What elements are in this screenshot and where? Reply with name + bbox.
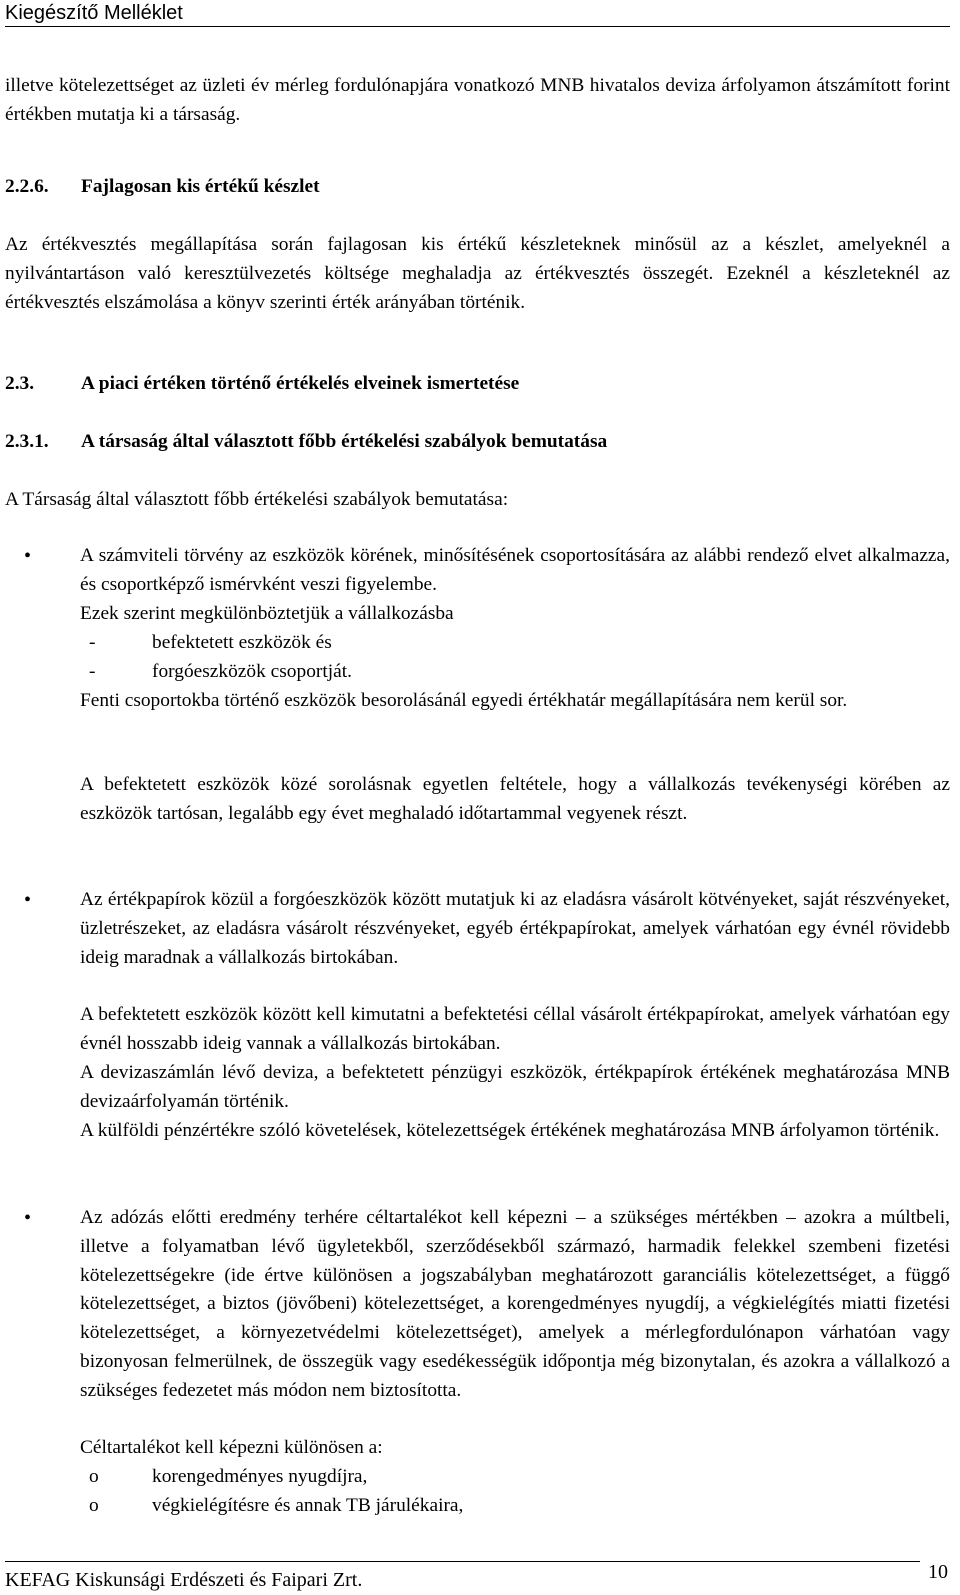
bullet-paragraph: A számviteli törvény az eszközök körének, minősítésének csoportosítására az alábbi rendező elvet alkalmazza, és csoportképző ismérvként veszi figyelembe. — [80, 545, 950, 595]
bullet-paragraph: A külföldi pénzértékre szóló követelések, kötelezettségek értékének meghatározása MNB árfolyamon történik. — [80, 1120, 940, 1141]
bullet-paragraph: A befektetett eszközök között kell kimutatni a befektetési céllal vásárolt értékpapírokat, amelyek várhatóan egy évnél hosszabb ideig vannak a vállalkozás birtokában. — [80, 1004, 950, 1054]
section-title: A társaság által választott főbb értékelési szabályok bemutatása — [81, 431, 608, 452]
intro-paragraph: illetve kötelezettséget az üzleti év mérleg fordulónapjára vonatkozó MNB hivatalos deviza árfolyamon átszámított forint értékben mutatja ki a társaság. — [5, 75, 950, 125]
circle-marker: o — [89, 1466, 99, 1487]
dash-marker: - — [89, 632, 96, 653]
paragraph — [5, 231, 950, 317]
section-number: 2.2.6. — [5, 176, 49, 197]
list-item-text: korengedményes nyugdíjra, — [152, 1466, 368, 1487]
page-header — [5, 0, 950, 27]
bullet-icon: • — [24, 545, 32, 567]
list-item — [89, 1492, 463, 1521]
bullet-paragraph: Az értékpapírok közül a forgóeszközök között mutatjuk ki az eladásra vásárolt kötvényeket, saját részvényeket, üzletrészeket, az eladásra vásárolt részvényeket, egyéb értékpapírokat, amelyek várhatóan egy évnél rövidebb ideig maradnak a vállalkozás birtokában. — [80, 889, 950, 968]
subheading: A Társaság által választott főbb értékelési szabályok bemutatása: — [5, 489, 509, 510]
list-item-text: befektetett eszközök és — [152, 632, 332, 653]
section-heading-2-3 — [5, 370, 950, 399]
paragraph-text: Az értékvesztés megállapítása során fajlagosan kis értékű készleteknek minősül az a készlet, amelyeknél a nyilvántartáson való keresztülvezetés költsége meghaladja az értékvesztés összegét. — [5, 234, 950, 284]
list-item — [89, 1463, 367, 1492]
paragraph-text: Ezeknél a készleteknél az értékvesztés elszámolása a könyv szerinti érték arányában történik. — [5, 262, 950, 313]
bullet-paragraph: Az adózás előtti eredmény terhére céltartalékot kell képezni – a szükséges mértékben – azokra a múltbeli, illetve a folyamatban lévő ügyletekből, szerződésekből származó, harmadik felekkel szembeni fizetési kötelezettségekre (ide értve különösen a jogszabályban meghatározott garanciális kötelezettséget, a függő kötelezettséget, a biztos (jövőbeni) kötelezettséget, a korengedményes nyugdíj, a végkielégítés miatti fizetési kötelezettséget, a környezetvédelmi kötelezettséget), amelyek a mérlegfordulónapon várhatóan vagy bizonyosan felmerülnek, de összegük vagy esedékességük időpontja még bizonytalan, és azokra a vállalkozó a szükséges fedezetet más módon nem biztosította. — [80, 1207, 950, 1401]
list-item-text: forgóeszközök csoportját. — [152, 661, 352, 682]
bullet-paragraph: Ezek szerint megkülönböztetjük a vállalkozásba — [80, 603, 454, 624]
bullet-icon: • — [24, 1207, 32, 1229]
section-title: A piaci értéken történő értékelés elveinek ismertetése — [81, 373, 520, 394]
page-number: 10 — [928, 1561, 948, 1583]
section-title: Fajlagosan kis értékű készlet — [81, 176, 320, 197]
section-number: 2.3. — [5, 373, 35, 394]
bullet-paragraph: Fenti csoportokba történő eszközök besorolásánál egyedi értékhatár megállapítására nem kerül sor. — [80, 690, 848, 711]
footer-company: KEFAG Kiskunsági Erdészeti és Faipari Zrt. — [5, 1569, 363, 1591]
section-heading-2-2-6 — [5, 173, 950, 202]
bullet-paragraph: Céltartalékot kell képezni különösen a: — [80, 1437, 383, 1458]
list-item-text: végkielégítésre és annak TB járulékaira, — [152, 1495, 464, 1516]
dash-marker: - — [89, 661, 96, 682]
list-item — [89, 629, 332, 658]
bullet-paragraph: A befektetett eszközök közé sorolásnak egyetlen feltétele, hogy a vállalkozás tevékenységi körében az eszközök tartósan, legalább egy évet meghaladó időtartammal vegyenek részt. — [80, 774, 950, 824]
list-item — [89, 658, 352, 687]
header-title: Kiegészítő Melléklet — [5, 2, 183, 24]
bullet-paragraph: A devizaszámlán lévő deviza, a befektetett pénzügyi eszközök, értékpapírok értékének meghatározása MNB devizaárfolyamán történik. — [80, 1062, 950, 1112]
circle-marker: o — [89, 1495, 99, 1516]
section-heading-2-3-1 — [5, 428, 950, 457]
footer-divider — [5, 1561, 920, 1562]
section-number: 2.3.1. — [5, 431, 49, 452]
bullet-icon: • — [24, 889, 32, 911]
